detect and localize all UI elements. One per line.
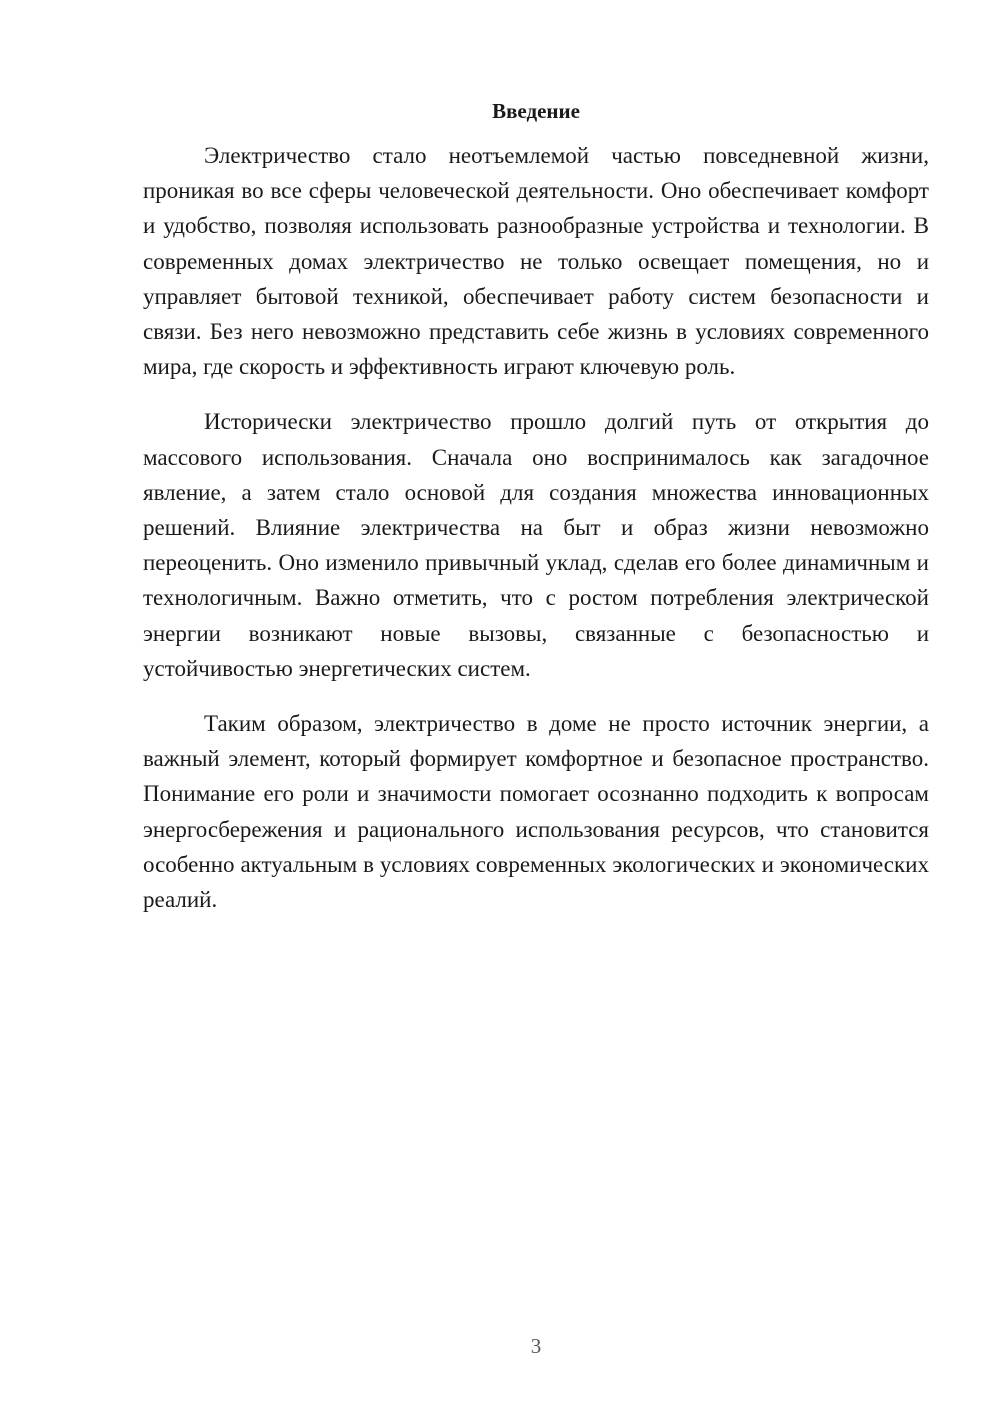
section-heading: Введение [492,99,580,123]
page-content [143,96,929,937]
page-number: 3 [530,1334,542,1358]
paragraph-1: Электричество стало неотъемлемой частью повседневной жизни, проникая во все сферы человеческой деятельности. Оно обеспечивает комфорт и удобство, позволяя использовать разнообразные устройства и технологии. В современных домах электричество не только освещает помещения, но и управляет бытовой техникой, обеспечивает работу систем безопасности и связи. Без него невозможно представить себе жизнь в условиях современного мира, где скорость и эффективность играют ключевую роль. [143,143,929,380]
paragraph-2: Исторически электричество прошло долгий путь от открытия до массового использования. Сначала оно воспринималось как загадочное явление, а затем стало основой для создания множества инновационных решений. Влияние электричества на быт и образ жизни невозможно переоценить. Оно изменило привычный уклад, сделав его более динамичным и технологичным. Важно отметить, что с ростом потребления электрической энергии возникают новые вызовы, связанные с безопасностью и устойчивостью энергетических систем. [143,409,929,681]
paragraph-3: Таким образом, электричество в доме не просто источник энергии, а важный элемент, который формирует комфортное и безопасное пространство. Понимание его роли и значимости помогает осознанно подходить к вопросам энергосбережения и рационального использования ресурсов, что становится особенно актуальным в условиях современных экологических и экономических реалий. [143,711,929,913]
